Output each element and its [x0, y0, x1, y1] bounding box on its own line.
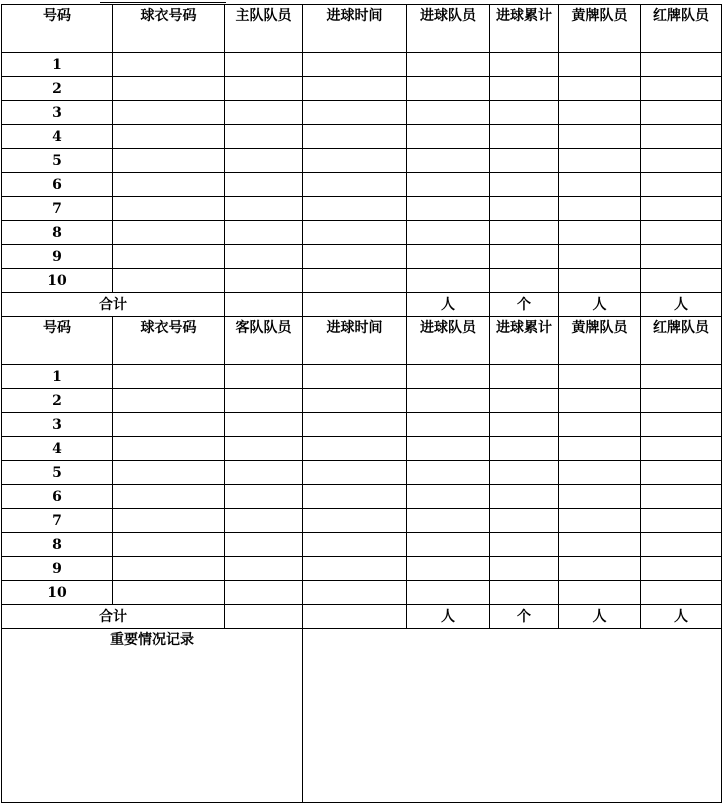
entry-cell[interactable]: [490, 53, 559, 77]
notes-title: 重要情况记录: [2, 629, 303, 803]
entry-cell[interactable]: [490, 101, 559, 125]
away-total-row: [2, 605, 722, 629]
header-yellow-card: 黄牌队员: [559, 5, 641, 53]
entry-cell[interactable]: [225, 557, 303, 581]
entry-cell[interactable]: [641, 221, 722, 245]
entry-cell[interactable]: [303, 53, 407, 77]
entry-cell[interactable]: [225, 197, 303, 221]
total-unit: 人: [407, 605, 490, 629]
entry-cell[interactable]: [225, 581, 303, 605]
header-scorer: 进球队员: [407, 5, 490, 53]
away-player-row: [2, 461, 722, 485]
entry-cell[interactable]: [303, 485, 407, 509]
entry-cell[interactable]: [225, 149, 303, 173]
entry-cell[interactable]: [303, 509, 407, 533]
away-total-section: [2, 605, 722, 803]
entry-cell[interactable]: [641, 389, 722, 413]
entry-cell[interactable]: [559, 269, 641, 293]
away-player-row: [2, 365, 722, 389]
entry-cell[interactable]: [303, 533, 407, 557]
row-number: 9: [2, 557, 113, 581]
entry-cell[interactable]: [559, 245, 641, 269]
entry-cell[interactable]: [407, 533, 490, 557]
total-unit: 个: [490, 605, 559, 629]
match-record-sheet: [1, 4, 722, 803]
away-player-row: [2, 437, 722, 461]
entry-cell[interactable]: [225, 509, 303, 533]
entry-cell[interactable]: [225, 173, 303, 197]
entry-cell[interactable]: [490, 221, 559, 245]
entry-cell[interactable]: [490, 581, 559, 605]
total-cell[interactable]: [303, 605, 407, 629]
home-player-row: [2, 77, 722, 101]
entry-cell[interactable]: [490, 413, 559, 437]
entry-cell[interactable]: [407, 581, 490, 605]
row-number: 7: [2, 509, 113, 533]
entry-cell[interactable]: [490, 389, 559, 413]
row-number: 6: [2, 485, 113, 509]
header-goal-total: 进球累计: [490, 317, 559, 365]
entry-cell[interactable]: [303, 437, 407, 461]
entry-cell[interactable]: [113, 245, 225, 269]
home-header-row: [2, 5, 722, 53]
entry-cell[interactable]: [559, 197, 641, 221]
row-number: 8: [2, 221, 113, 245]
entry-cell[interactable]: [641, 245, 722, 269]
entry-cell[interactable]: [559, 53, 641, 77]
row-number: 8: [2, 533, 113, 557]
entry-cell[interactable]: [407, 77, 490, 101]
entry-cell[interactable]: [303, 245, 407, 269]
total-cell[interactable]: [303, 293, 407, 317]
header-home-player: 主队队员: [225, 5, 303, 53]
entry-cell[interactable]: [559, 221, 641, 245]
entry-cell[interactable]: [559, 485, 641, 509]
entry-cell[interactable]: [303, 269, 407, 293]
entry-cell[interactable]: [559, 557, 641, 581]
entry-cell[interactable]: [113, 125, 225, 149]
entry-cell[interactable]: [490, 533, 559, 557]
entry-cell[interactable]: [113, 101, 225, 125]
home-player-row: [2, 101, 722, 125]
home-player-row: [2, 269, 722, 293]
entry-cell[interactable]: [303, 149, 407, 173]
entry-cell[interactable]: [559, 581, 641, 605]
home-player-row: [2, 149, 722, 173]
entry-cell[interactable]: [559, 509, 641, 533]
row-number: 5: [2, 461, 113, 485]
entry-cell[interactable]: [113, 221, 225, 245]
notes-row: [2, 629, 722, 803]
entry-cell[interactable]: [407, 557, 490, 581]
header-red-card: 红牌队员: [641, 5, 722, 53]
entry-cell[interactable]: [407, 461, 490, 485]
entry-cell[interactable]: [303, 413, 407, 437]
entry-cell[interactable]: [641, 461, 722, 485]
entry-cell[interactable]: [490, 269, 559, 293]
entry-cell[interactable]: [641, 365, 722, 389]
header-red-card: 红牌队员: [641, 317, 722, 365]
entry-cell[interactable]: [641, 413, 722, 437]
entry-cell[interactable]: [225, 245, 303, 269]
away-player-row: [2, 533, 722, 557]
entry-cell[interactable]: [490, 149, 559, 173]
away-player-row: [2, 413, 722, 437]
entry-cell[interactable]: [641, 437, 722, 461]
entry-cell[interactable]: [303, 125, 407, 149]
total-cell[interactable]: [225, 605, 303, 629]
entry-cell[interactable]: [559, 77, 641, 101]
entry-cell[interactable]: [407, 389, 490, 413]
entry-cell[interactable]: [407, 221, 490, 245]
top-field-underline: [100, 2, 226, 3]
entry-cell[interactable]: [641, 149, 722, 173]
entry-cell[interactable]: [641, 101, 722, 125]
row-number: 2: [2, 389, 113, 413]
entry-cell[interactable]: [225, 101, 303, 125]
entry-cell[interactable]: [407, 173, 490, 197]
entry-cell[interactable]: [113, 581, 225, 605]
entry-cell[interactable]: [641, 269, 722, 293]
entry-cell[interactable]: [225, 533, 303, 557]
entry-cell[interactable]: [490, 77, 559, 101]
entry-cell[interactable]: [559, 101, 641, 125]
entry-cell[interactable]: [303, 557, 407, 581]
header-away-player: 客队队员: [225, 317, 303, 365]
entry-cell[interactable]: [225, 437, 303, 461]
entry-cell[interactable]: [113, 461, 225, 485]
entry-cell[interactable]: [490, 557, 559, 581]
entry-cell[interactable]: [303, 365, 407, 389]
entry-cell[interactable]: [559, 389, 641, 413]
header-goal-time: 进球时间: [303, 5, 407, 53]
entry-cell[interactable]: [490, 461, 559, 485]
total-unit: 人: [641, 293, 722, 317]
entry-cell[interactable]: [113, 197, 225, 221]
header-goal-time: 进球时间: [303, 317, 407, 365]
away-player-row: [2, 509, 722, 533]
total-unit: 人: [559, 293, 641, 317]
entry-cell[interactable]: [407, 53, 490, 77]
home-team-section: [2, 5, 722, 53]
header-scorer: 进球队员: [407, 317, 490, 365]
total-unit: 人: [559, 605, 641, 629]
entry-cell[interactable]: [641, 557, 722, 581]
away-player-row: [2, 557, 722, 581]
entry-cell[interactable]: [113, 557, 225, 581]
home-total-section: [2, 293, 722, 317]
row-number: 1: [2, 365, 113, 389]
header-number: 号码: [2, 317, 113, 365]
row-number: 9: [2, 245, 113, 269]
entry-cell[interactable]: [113, 173, 225, 197]
entry-cell[interactable]: [641, 197, 722, 221]
entry-cell[interactable]: [490, 245, 559, 269]
entry-cell[interactable]: [641, 485, 722, 509]
entry-cell[interactable]: [303, 581, 407, 605]
home-player-row: [2, 125, 722, 149]
away-player-rows: [2, 365, 722, 605]
entry-cell[interactable]: [559, 365, 641, 389]
entry-cell[interactable]: [225, 269, 303, 293]
header-number: 号码: [2, 5, 113, 53]
entry-cell[interactable]: [407, 125, 490, 149]
total-unit: 人: [407, 293, 490, 317]
row-number: 7: [2, 197, 113, 221]
home-total-row: [2, 293, 722, 317]
entry-cell[interactable]: [641, 581, 722, 605]
entry-cell[interactable]: [303, 173, 407, 197]
entry-cell[interactable]: [559, 533, 641, 557]
entry-cell[interactable]: [113, 509, 225, 533]
row-number: 1: [2, 53, 113, 77]
row-number: 3: [2, 101, 113, 125]
entry-cell[interactable]: [113, 389, 225, 413]
entry-cell[interactable]: [113, 53, 225, 77]
entry-cell[interactable]: [641, 533, 722, 557]
entry-cell[interactable]: [490, 365, 559, 389]
row-number: 10: [2, 269, 113, 293]
entry-cell[interactable]: [641, 77, 722, 101]
entry-cell[interactable]: [641, 173, 722, 197]
home-player-row: [2, 197, 722, 221]
header-jersey-number: 球衣号码: [113, 5, 225, 53]
away-player-row: [2, 485, 722, 509]
entry-cell[interactable]: [303, 197, 407, 221]
entry-cell[interactable]: [641, 509, 722, 533]
total-label: 合计: [2, 293, 225, 317]
entry-cell[interactable]: [490, 437, 559, 461]
entry-cell[interactable]: [303, 389, 407, 413]
entry-cell[interactable]: [113, 437, 225, 461]
entry-cell[interactable]: [225, 389, 303, 413]
away-team-section: [2, 317, 722, 365]
entry-cell[interactable]: [113, 269, 225, 293]
home-player-rows: [2, 53, 722, 293]
row-number: 2: [2, 77, 113, 101]
home-player-row: [2, 245, 722, 269]
entry-cell[interactable]: [559, 437, 641, 461]
away-header-row: [2, 317, 722, 365]
entry-cell[interactable]: [303, 77, 407, 101]
total-label: 合计: [2, 605, 225, 629]
entry-cell[interactable]: [559, 125, 641, 149]
entry-cell[interactable]: [303, 101, 407, 125]
entry-cell[interactable]: [407, 245, 490, 269]
entry-cell[interactable]: [225, 221, 303, 245]
total-cell[interactable]: [225, 293, 303, 317]
row-number: 10: [2, 581, 113, 605]
notes-area[interactable]: [303, 629, 722, 803]
entry-cell[interactable]: [113, 365, 225, 389]
entry-cell[interactable]: [303, 221, 407, 245]
entry-cell[interactable]: [225, 125, 303, 149]
row-number: 5: [2, 149, 113, 173]
row-number: 6: [2, 173, 113, 197]
entry-cell[interactable]: [559, 149, 641, 173]
entry-cell[interactable]: [407, 509, 490, 533]
home-player-row: [2, 53, 722, 77]
entry-cell[interactable]: [225, 413, 303, 437]
entry-cell[interactable]: [490, 125, 559, 149]
entry-cell[interactable]: [407, 101, 490, 125]
entry-cell[interactable]: [559, 461, 641, 485]
entry-cell[interactable]: [225, 53, 303, 77]
home-player-row: [2, 221, 722, 245]
entry-cell[interactable]: [641, 53, 722, 77]
row-number: 4: [2, 125, 113, 149]
row-number: 4: [2, 437, 113, 461]
header-goal-total: 进球累计: [490, 5, 559, 53]
entry-cell[interactable]: [225, 77, 303, 101]
entry-cell[interactable]: [407, 365, 490, 389]
entry-cell[interactable]: [407, 413, 490, 437]
row-number: 3: [2, 413, 113, 437]
total-unit: 个: [490, 293, 559, 317]
entry-cell[interactable]: [490, 197, 559, 221]
entry-cell[interactable]: [407, 149, 490, 173]
entry-cell[interactable]: [407, 269, 490, 293]
entry-cell[interactable]: [113, 149, 225, 173]
entry-cell[interactable]: [113, 77, 225, 101]
entry-cell[interactable]: [490, 173, 559, 197]
entry-cell[interactable]: [303, 461, 407, 485]
entry-cell[interactable]: [225, 365, 303, 389]
entry-cell[interactable]: [490, 485, 559, 509]
entry-cell[interactable]: [559, 173, 641, 197]
entry-cell[interactable]: [407, 197, 490, 221]
header-jersey-number: 球衣号码: [113, 317, 225, 365]
entry-cell[interactable]: [641, 125, 722, 149]
entry-cell[interactable]: [407, 437, 490, 461]
header-yellow-card: 黄牌队员: [559, 317, 641, 365]
entry-cell[interactable]: [113, 413, 225, 437]
entry-cell[interactable]: [225, 461, 303, 485]
entry-cell[interactable]: [559, 413, 641, 437]
entry-cell[interactable]: [113, 533, 225, 557]
entry-cell[interactable]: [225, 485, 303, 509]
away-player-row: [2, 389, 722, 413]
home-player-row: [2, 173, 722, 197]
entry-cell[interactable]: [407, 485, 490, 509]
total-unit: 人: [641, 605, 722, 629]
away-player-row: [2, 581, 722, 605]
entry-cell[interactable]: [113, 485, 225, 509]
entry-cell[interactable]: [490, 509, 559, 533]
